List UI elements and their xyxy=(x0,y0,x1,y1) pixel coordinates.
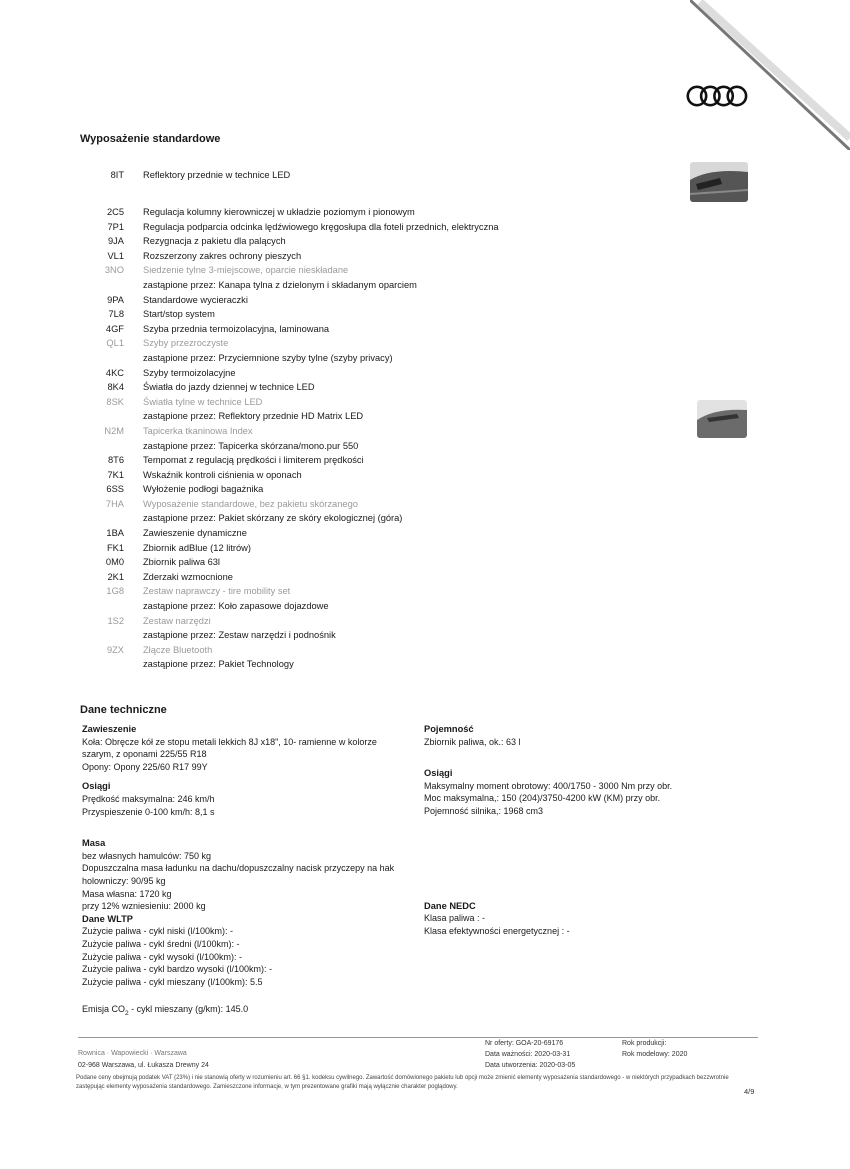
tech-line: Zbiornik paliwa, ok.: 63 l xyxy=(424,736,521,747)
equipment-row xyxy=(0,322,850,337)
equipment-description: Wskaźnik kontroli ciśnienia w oponach xyxy=(143,469,302,480)
equipment-description: zastąpione przez: Przyciemnione szyby tylne (szyby privacy) xyxy=(143,352,393,363)
equipment-description: Standardowe wycieraczki xyxy=(143,294,248,305)
tech-line: Klasa paliwa : - xyxy=(424,913,486,924)
equipment-description: zastąpione przez: Pakiet skórzany ze skóry ekologicznej (góra) xyxy=(143,513,403,524)
equipment-description: Zbiornik adBlue (12 litrów) xyxy=(143,542,251,553)
equipment-code: 7P1 xyxy=(107,221,124,232)
equipment-code: 1S2 xyxy=(107,615,124,626)
equipment-code: 9PA xyxy=(107,294,124,305)
equipment-code: 2K1 xyxy=(107,571,124,582)
equipment-code: FK1 xyxy=(106,542,124,553)
equipment-description: Regulacja podparcia odcinka lędźwiowego kręgosłupa dla foteli przednich, elektryczna xyxy=(143,221,499,232)
tech-line: Moc maksymalna,: 150 (204)/3750-4200 kW (KM) przy obr. xyxy=(424,793,661,804)
equipment-code: 0M0 xyxy=(105,557,124,568)
equipment-code: 3NO xyxy=(104,265,124,276)
equipment-row xyxy=(0,439,850,454)
equipment-code: 8IT xyxy=(110,170,124,180)
dealer-line: Rownica · Wapowiecki · Warszawa xyxy=(78,1050,187,1057)
equipment-row xyxy=(0,526,850,541)
headlight-thumbnail xyxy=(690,162,748,202)
equipment-code: 7L8 xyxy=(108,309,124,320)
equipment-row xyxy=(0,511,850,526)
equipment-row xyxy=(0,570,850,585)
equipment-code: 7K1 xyxy=(107,469,124,480)
tech-line: Koła: Obręcze kół ze stopu metali lekkich 8J x18", 10- ramienne w kolorze xyxy=(82,736,377,747)
equipment-description: zastąpione przez: Zestaw narzędzi i podnośnik xyxy=(143,630,336,641)
equipment-description: zastąpione przez: Koło zapasowe dojazdowe xyxy=(143,601,329,612)
equipment-code: 6SS xyxy=(106,484,124,495)
tech-line: szarym, z oponami 225/55 R18 xyxy=(82,749,207,760)
equipment-code: 1G8 xyxy=(106,586,124,597)
tech-block xyxy=(82,723,422,773)
tech-line: Zużycie paliwa - cykl wysoki (l/100km): - xyxy=(82,951,243,962)
tech-heading: Osiągi xyxy=(424,768,453,779)
tech-line: Przyspieszenie 0-100 km/h: 8,1 s xyxy=(82,806,215,817)
equipment-row xyxy=(0,220,850,235)
equipment-code: 9ZX xyxy=(106,644,124,655)
equipment-row xyxy=(0,468,850,483)
equipment-code: VL1 xyxy=(107,250,124,261)
tech-block xyxy=(424,900,754,938)
equipment-row xyxy=(0,366,850,381)
tech-heading: Dane WLTP xyxy=(82,913,133,924)
equipment-row xyxy=(0,351,850,366)
equipment-row xyxy=(0,293,850,308)
equipment-description: Siedzenie tylne 3-miejscowe, oparcie nieskładane xyxy=(143,265,349,276)
tech-line: Zużycie paliwa - cykl niski (l/100km): - xyxy=(82,926,234,937)
tech-data-right xyxy=(424,723,754,937)
tech-line: bez własnych hamulców: 750 kg xyxy=(82,850,212,861)
tech-heading: Zawieszenie xyxy=(82,724,137,734)
offer-valid-date: Data ważności: 2020-03-31 xyxy=(485,1051,571,1058)
equipment-description: Światła tylne w technice LED xyxy=(143,396,263,407)
equipment-row xyxy=(0,380,850,395)
equipment-code: 8K4 xyxy=(107,382,124,393)
equipment-row xyxy=(0,657,850,672)
equipment-description: Zawieszenie dynamiczne xyxy=(143,528,247,539)
equipment-description: Reflektory przednie w technice LED xyxy=(143,170,291,180)
section-title-tech: Dane techniczne xyxy=(80,704,167,716)
equipment-description: Szyby przezroczyste xyxy=(143,338,229,349)
equipment-row xyxy=(0,234,850,249)
equipment-description: Szyba przednia termoizolacyjna, laminowana xyxy=(143,323,330,334)
equipment-description: zastąpione przez: Kanapa tylna z dzielonym i składanym oparciem xyxy=(143,279,417,290)
equipment-description: Szyby termoizolacyjne xyxy=(143,367,236,378)
tech-line: Pojemność silnika,: 1968 cm3 xyxy=(424,805,544,816)
tech-line: Masa własna: 1720 kg xyxy=(82,888,172,899)
equipment-row xyxy=(0,307,850,322)
tech-heading: Osiągi xyxy=(82,781,111,792)
equipment-row xyxy=(0,584,850,599)
tech-block xyxy=(424,723,754,748)
offer-number: Nr oferty: GOA-20-69176 xyxy=(485,1040,564,1047)
equipment-row xyxy=(0,453,850,468)
equipment-description: Tapicerka tkaninowa Index xyxy=(143,425,253,436)
equipment-row xyxy=(0,263,850,278)
equipment-description: zastąpione przez: Reflektory przednie HD Matrix LED xyxy=(143,411,364,422)
equipment-row xyxy=(0,643,850,658)
equipment-description: Regulacja kolumny kierowniczej w układzie poziomym i pionowym xyxy=(143,207,415,217)
tech-line: przy 12% wzniesieniu: 2000 kg xyxy=(82,901,206,912)
equipment-description: zastąpione przez: Tapicerka skórzana/mono.pur 550 xyxy=(143,440,359,451)
section-title-equipment: Wyposażenie standardowe xyxy=(80,133,221,145)
equipment-row xyxy=(0,482,850,497)
equipment-row xyxy=(0,205,850,220)
equipment-row xyxy=(0,555,850,570)
equipment-row xyxy=(0,336,850,351)
tech-data-left xyxy=(82,723,422,988)
equipment-code: QL1 xyxy=(106,338,124,349)
equipment-description: Zderzaki wzmocnione xyxy=(143,571,233,582)
equipment-row xyxy=(0,278,850,293)
equipment-description: Rezygnacja z pakietu dla palących xyxy=(143,236,286,247)
equipment-description: Zestaw narzędzi xyxy=(143,615,211,626)
model-year: Rok modelowy: 2020 xyxy=(622,1051,688,1058)
equipment-code: 4GF xyxy=(105,323,124,334)
tech-heading: Masa xyxy=(82,838,106,849)
tech-line: Prędkość maksymalna: 246 km/h xyxy=(82,793,215,804)
equipment-description: Rozszerzony zakres ochrony pieszych xyxy=(143,250,302,261)
tech-line: Zużycie paliwa - cykl bardzo wysoki (l/100km): - xyxy=(82,964,273,975)
tech-line: Maksymalny moment obrotowy: 400/1750 - 3000 Nm przy obr. xyxy=(424,780,673,791)
equipment-code: 9JA xyxy=(107,236,124,247)
equipment-code: 4KC xyxy=(105,367,124,378)
equipment-code: 2C5 xyxy=(106,207,124,217)
equipment-description: Złącze Bluetooth xyxy=(143,644,213,655)
equipment-row xyxy=(0,541,850,556)
tech-block xyxy=(424,767,754,817)
audi-rings-logo xyxy=(686,84,748,108)
taillight-thumbnail xyxy=(697,400,747,438)
equipment-row xyxy=(0,628,850,643)
footer-divider xyxy=(78,1037,758,1038)
tech-line: holowniczy: 90/95 kg xyxy=(82,875,166,886)
equipment-row xyxy=(0,249,850,264)
equipment-description: Tempomat z regulacją prędkości i limiterem prędkości xyxy=(143,455,364,466)
equipment-description: Start/stop system xyxy=(143,309,215,320)
page-corner-curl xyxy=(690,0,850,150)
equipment-code: 7HA xyxy=(105,498,124,509)
tech-heading: Dane NEDC xyxy=(424,900,476,911)
tech-block xyxy=(82,780,422,818)
equipment-code: 8SK xyxy=(106,396,124,407)
dealer-address: 02-968 Warszawa, ul. Łukasza Drewny 24 xyxy=(78,1062,209,1069)
tech-line: Dopuszczalna masa ładunku na dachu/dopuszczalny nacisk przyczepy na hak xyxy=(82,863,395,874)
equipment-row xyxy=(0,497,850,512)
tech-block xyxy=(82,837,422,913)
equipment-code: 1BA xyxy=(106,528,124,539)
equipment-description: zastąpione przez: Pakiet Technology xyxy=(143,659,294,670)
equipment-description: Światła do jazdy dziennej w technice LED xyxy=(143,382,315,393)
equipment-description: Zbiornik paliwa 63l xyxy=(143,557,220,568)
fine-print: Podane ceny obejmują podatek VAT (23%) i nie stanowią oferty w rozumieniu art. 66 §1. kodeksu cywilnego. Zawartość domówionego pakietu lub opcji może zmienić elementy wyposażenia standardowego - w niektórych przypadkach bezzwrotnie zastępując elementy wyposażenia standardowego. Zamieszczone informacje, w tym prezentowane grafiki mają wyłącznie charakter poglądowy. xyxy=(76,1075,729,1090)
page-number: 4/9 xyxy=(744,1087,755,1096)
equipment-description: Wyłożenie podłogi bagażnika xyxy=(143,484,264,495)
tech-line: Opony: Opony 225/60 R17 99Y xyxy=(82,761,208,772)
equipment-code: N2M xyxy=(104,425,124,436)
equipment-description: Wyposażenie standardowe, bez pakietu skórzanego xyxy=(143,498,358,509)
tech-heading: Pojemność xyxy=(424,724,474,734)
tech-line: Zużycie paliwa - cykl mieszany (l/100km): 5.5 xyxy=(82,976,263,987)
offer-created-date: Data utworzenia: 2020-03-05 xyxy=(485,1062,576,1069)
equipment-description: Zestaw naprawczy - tire mobility set xyxy=(143,586,291,597)
equipment-code: 8T6 xyxy=(107,455,124,466)
equipment-row xyxy=(0,599,850,614)
tech-block xyxy=(82,913,422,989)
tech-line: Zużycie paliwa - cykl średni (l/100km): - xyxy=(82,938,240,949)
equipment-row xyxy=(0,614,850,629)
emission-line: Emisja $CO_2$ - cykl mieszany (g/km): 145.0 xyxy=(82,1004,249,1017)
production-year: Rok produkcji: xyxy=(622,1040,667,1047)
tech-line: Klasa efektywności energetycznej : - xyxy=(424,925,570,936)
